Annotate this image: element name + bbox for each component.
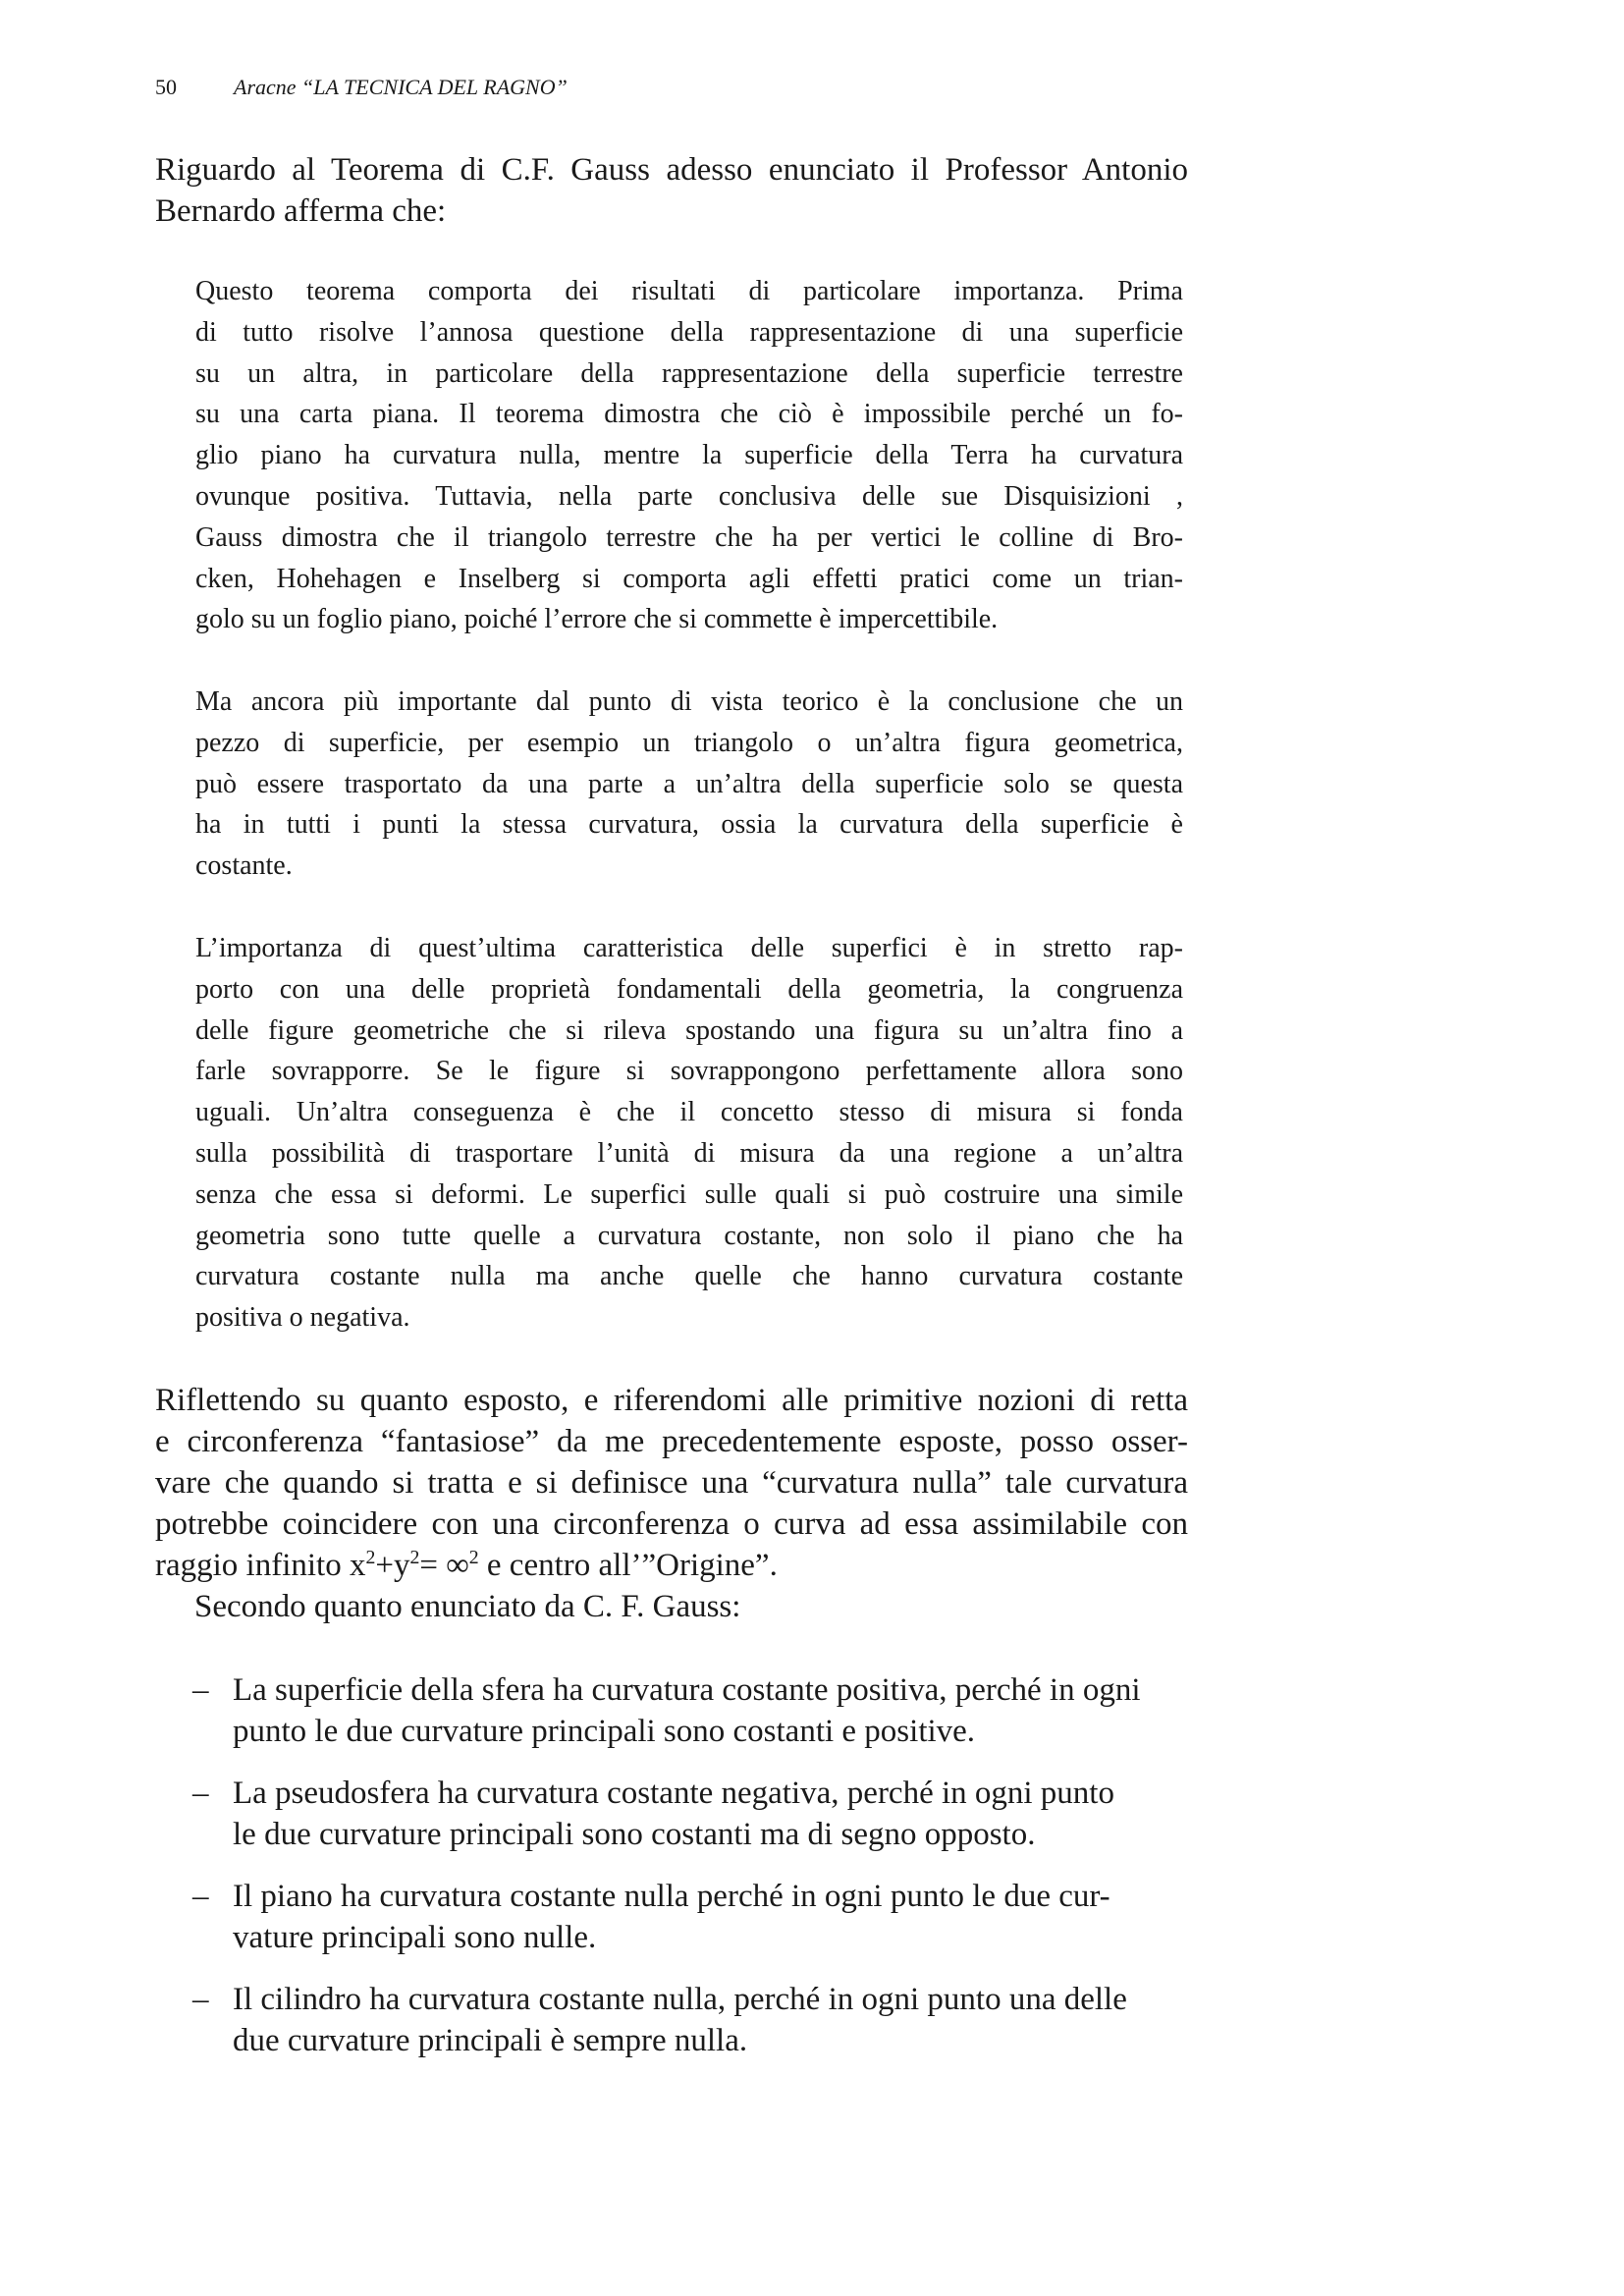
text-line: Ma ancora più importante dal punto di vista teorico è la conclusione che un <box>195 686 1183 717</box>
text-line: può essere trasportato da una parte a un’altra della superficie solo se questa <box>195 768 1183 799</box>
text-line: ovunque positiva. Tuttavia, nella parte conclusiva delle sue Disquisizioni , <box>195 480 1183 512</box>
text-line: pezzo di superficie, per esempio un triangolo o un’altra figura geometrica, <box>195 727 1183 758</box>
formula-prefix: raggio infinito x <box>155 1548 366 1583</box>
text-line: sulla possibilità di trasportare l’unità di misura da una regione a un’altra <box>195 1137 1183 1169</box>
text-line: positiva o negativa. <box>195 1302 410 1334</box>
text-line: su un altra, in particolare della rappresentazione della superficie terrestre <box>195 357 1183 389</box>
text-line: glio piano ha curvatura nulla, mentre la superficie della Terra ha curvatura <box>195 440 1183 471</box>
text-line: ha in tutti i punti la stessa curvatura, ossia la curvatura della superficie è <box>195 809 1183 841</box>
text-line: su una carta piana. Il teorema dimostra che ciò è impossibile perché un fo- <box>195 399 1183 430</box>
list-item <box>155 1979 1188 2061</box>
text-line: Riflettendo su quanto esposto, e riferendomi alle primitive nozioni di retta <box>155 1383 1188 1418</box>
running-title: Aracne “LA TECNICA DEL RAGNO” <box>234 75 568 99</box>
text-line: Bernardo afferma che: <box>155 193 447 229</box>
text-line: Gauss dimostra che il triangolo terrestre che ha per vertici le colline di Bro- <box>195 521 1183 553</box>
exponent: 2 <box>365 1547 376 1568</box>
text-line: geometria sono tutte quelle a curvatura costante, non solo il piano che ha <box>195 1220 1183 1251</box>
text-line: di tutto risolve l’annosa questione della rappresentazione di una superficie <box>195 316 1183 348</box>
text-line: Riguardo al Teorema di C.F. Gauss adesso enunciato il Professor Antonio <box>155 152 1188 188</box>
quote-paragraph-2 <box>195 682 1183 887</box>
text-line: golo su un foglio piano, poiché l’errore che si commette è impercettibile. <box>195 604 999 635</box>
exponent: 2 <box>409 1547 420 1568</box>
formula-equals: = ∞ <box>419 1548 469 1583</box>
text-line: costante. <box>195 850 293 882</box>
text-line: La pseudosfera ha curvatura costante negativa, perché in ogni punto <box>233 1776 1114 1811</box>
dash-marker: – <box>192 1672 209 1708</box>
intro-paragraph <box>155 149 1188 232</box>
text-line: Questo teorema comporta dei risultati di particolare importanza. Prima <box>195 276 1183 306</box>
dash-marker: – <box>192 1776 209 1811</box>
page-number: 50 <box>155 75 177 99</box>
quote-paragraph-1 <box>195 271 1183 640</box>
text-line: L’importanza di quest’ultima caratteristica delle superfici è in stretto rap- <box>195 933 1183 963</box>
text-line: porto con una delle proprietà fondamentali della geometria, la congruenza <box>195 973 1183 1005</box>
dash-marker: – <box>192 1982 209 2017</box>
text-line: farle sovrapporre. Se le figure si sovrappongono perfettamente allora sono <box>195 1056 1183 1087</box>
text-line: curvatura costante nulla ma anche quelle che hanno curvatura costante <box>195 1261 1183 1292</box>
formula-suffix: e centro all’”Origine”. <box>478 1548 778 1583</box>
text-line: le due curvature principali sono costanti ma di segno opposto. <box>233 1817 1036 1852</box>
dash-marker: – <box>192 1879 209 1914</box>
exponent: 2 <box>468 1547 479 1568</box>
text-line: vare che quando si tratta e si definisce una “curvatura nulla” tale curvatura <box>155 1465 1188 1501</box>
formula-line <box>155 1545 1188 1586</box>
text-line: uguali. Un’altra conseguenza è che il concetto stesso di misura si fonda <box>195 1097 1183 1128</box>
text-line: due curvature principali è sempre nulla. <box>233 2023 748 2058</box>
quote-paragraph-3 <box>195 928 1183 1339</box>
text-line: delle figure geometriche che si rileva spostando una figura su un’altra fino a <box>195 1014 1183 1046</box>
reflection-paragraph <box>155 1380 1188 1627</box>
running-header <box>155 73 568 102</box>
list-item <box>155 1876 1188 1958</box>
text-line: cken, Hohehagen e Inselberg si comporta agli effetti pratici come un trian- <box>195 563 1183 594</box>
text-line: e circonferenza “fantasiose” da me precedentemente esposte, posso osser- <box>155 1424 1188 1459</box>
text-line: punto le due curvature principali sono costanti e positive. <box>233 1714 976 1749</box>
text-line: Il cilindro ha curvatura costante nulla, perché in ogni punto una delle <box>233 1982 1127 2017</box>
text-line: La superficie della sfera ha curvatura costante positiva, perché in ogni <box>233 1672 1141 1708</box>
text-line: potrebbe coincidere con una circonferenza o curva ad essa assimilabile con <box>155 1506 1188 1542</box>
list-item <box>155 1669 1188 1752</box>
list-item <box>155 1773 1188 1855</box>
text-line: senza che essa si deformi. Le superfici sulle quali si può costruire una simile <box>195 1178 1183 1210</box>
formula-plus: +y <box>375 1548 410 1583</box>
text-line: Il piano ha curvatura costante nulla perché in ogni punto le due cur- <box>233 1879 1110 1914</box>
text-line: vature principali sono nulle. <box>233 1920 597 1955</box>
secondo-line: Secondo quanto enunciato da C. F. Gauss: <box>194 1589 741 1624</box>
